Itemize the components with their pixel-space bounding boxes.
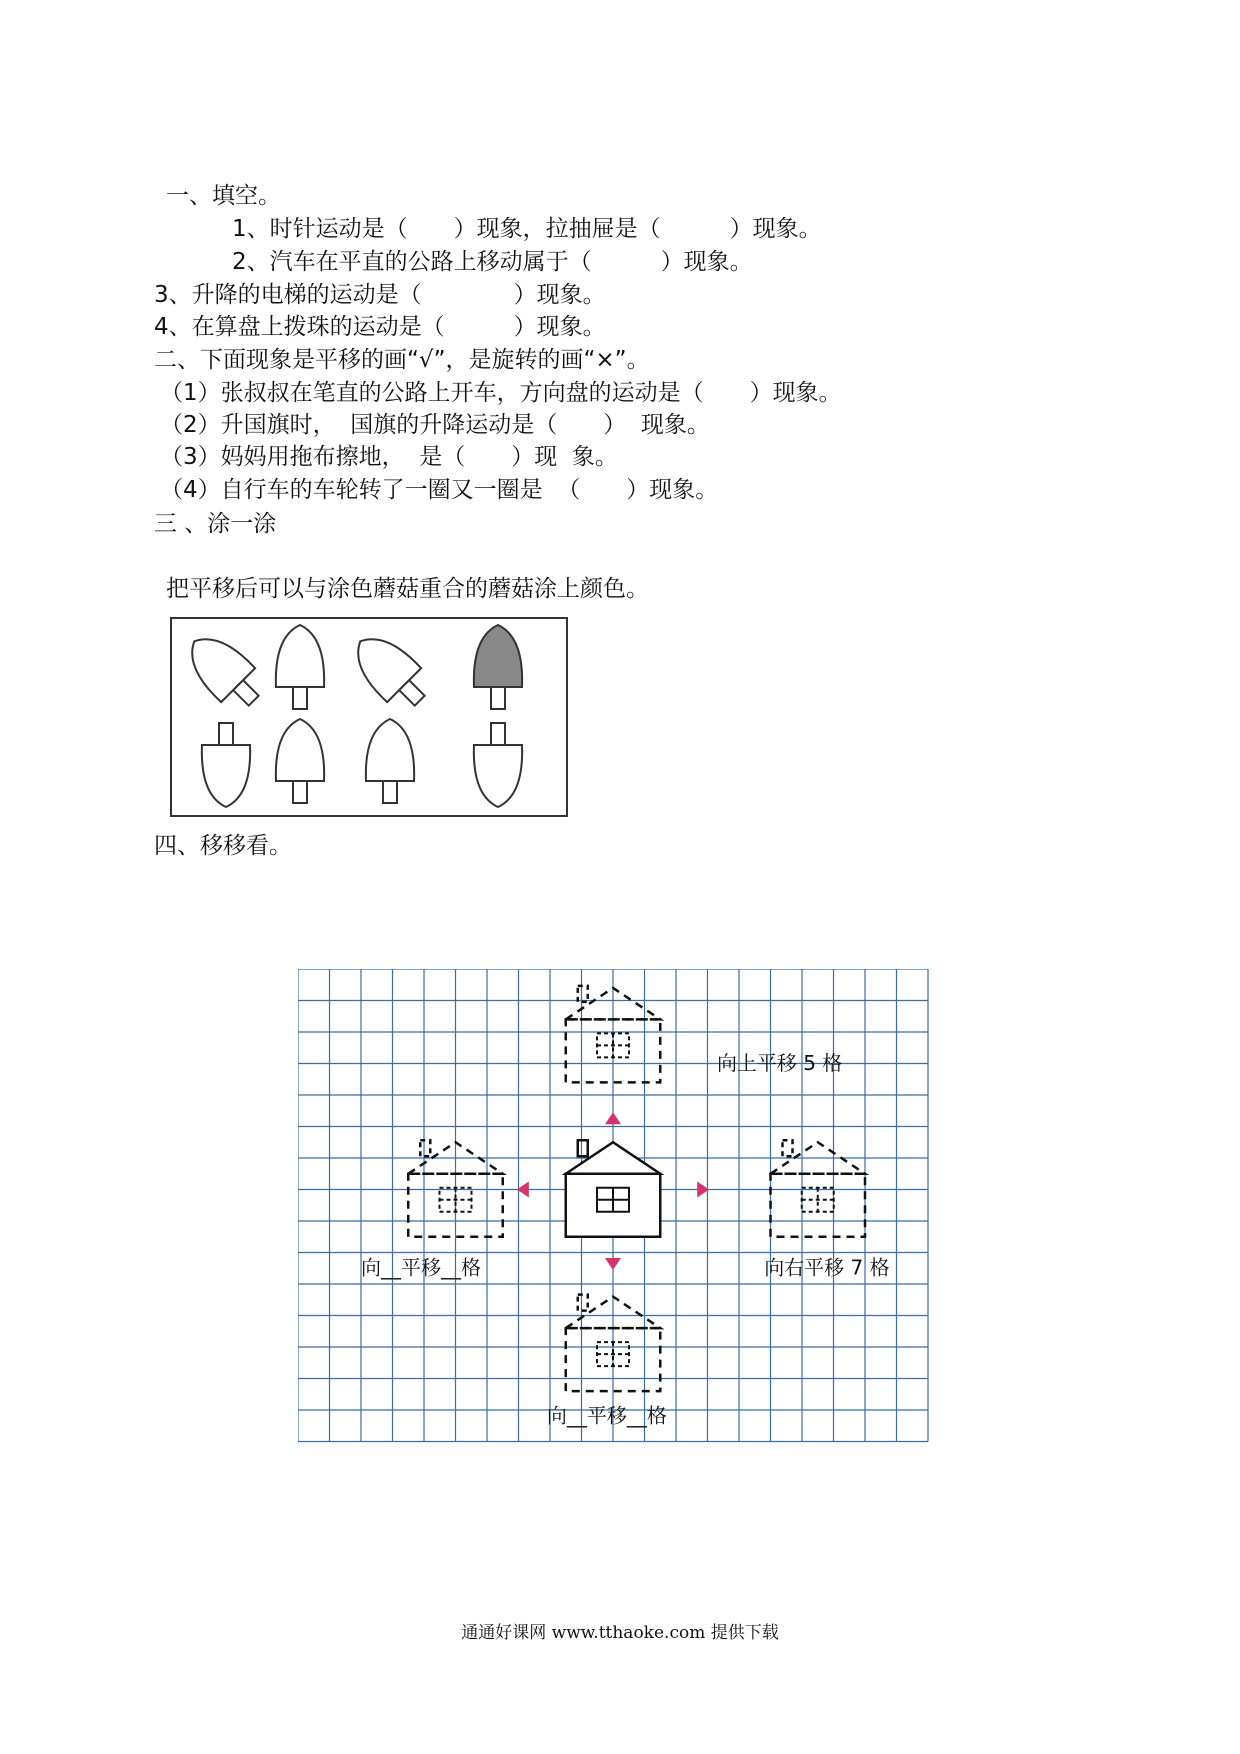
mushroom-figure bbox=[170, 617, 568, 817]
question-1-1: 1、时针运动是（ ）现象，拉抽屉是（ ）现象。 bbox=[232, 216, 822, 242]
mushroom-3[interactable] bbox=[343, 624, 437, 718]
question-2-1: （1）张叔叔在笔直的公路上开车，方向盘的运动是（ ）现象。 bbox=[160, 380, 842, 406]
mushroom-shaded bbox=[474, 625, 522, 709]
label-right: 向右平移 7 格 bbox=[764, 1255, 890, 1280]
translation-grid bbox=[298, 969, 938, 1453]
section3-title: 三 、涂一涂 bbox=[154, 511, 277, 537]
label-down: 向__平移__格 bbox=[546, 1403, 667, 1428]
label-up: 向上平移 5 格 bbox=[716, 1050, 843, 1075]
house-up-chimney bbox=[578, 986, 588, 1002]
arrow-up-icon bbox=[605, 1112, 621, 1124]
mushroom-2[interactable] bbox=[276, 625, 324, 709]
arrow-down-icon bbox=[605, 1258, 621, 1270]
question-2-2: （2）升国旗时， 国旗的升降运动是（ ） 现象。 bbox=[160, 412, 710, 438]
section1-title: 一、填空。 bbox=[166, 183, 281, 209]
mushroom-7[interactable] bbox=[366, 719, 414, 803]
question-1-4: 4、在算盘上拨珠的运动是（ ）现象。 bbox=[154, 314, 606, 340]
mushroom-8[interactable] bbox=[474, 723, 522, 807]
house-original-chimney bbox=[578, 1140, 588, 1156]
question-2-4: （4）自行车的车轮转了一圈又一圈是 （ ）现象。 bbox=[160, 477, 719, 503]
label-left: 向__平移__格 bbox=[361, 1255, 481, 1280]
question-1-3: 3、升降的电梯的运动是（ ）现象。 bbox=[154, 282, 606, 308]
section2-title: 二、下面现象是平移的画“√”，是旋转的画“×”。 bbox=[154, 347, 650, 373]
question-1-2: 2、汽车在平直的公路上移动属于（ ）现象。 bbox=[232, 249, 753, 275]
question-2-3: （3）妈妈用拖布擦地， 是（ ）现 象。 bbox=[160, 444, 618, 470]
mushroom-1[interactable] bbox=[177, 624, 271, 718]
house-down-chimney bbox=[578, 1295, 588, 1311]
mushroom-5[interactable] bbox=[202, 723, 250, 807]
section3-instruction: 把平移后可以与涂色蘑菇重合的蘑菇涂上颜色。 bbox=[166, 576, 649, 602]
house-left-chimney bbox=[420, 1140, 430, 1156]
mushroom-6[interactable] bbox=[276, 719, 324, 803]
footer: 通通好课网 www.tthaoke.com 提供下载 bbox=[461, 1623, 779, 1643]
house-right-chimney bbox=[783, 1140, 793, 1156]
section4-title: 四、移移看。 bbox=[154, 833, 292, 859]
